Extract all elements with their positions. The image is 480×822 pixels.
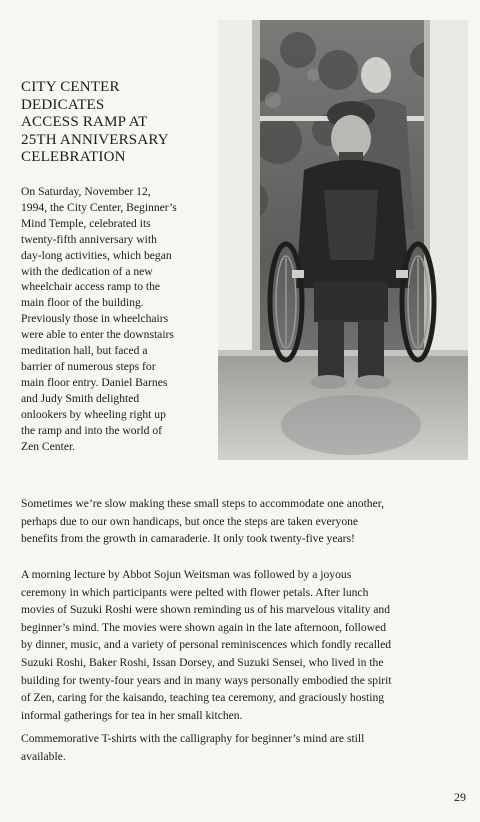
text-line: benefits from the growth in camaraderie. It only took twenty-five years!	[21, 532, 355, 546]
text-line: by dinner, music, and a variety of personal reminiscences which fondly recalled	[21, 638, 392, 652]
headline-line: 25TH ANNIVERSARY	[21, 131, 169, 148]
body-paragraph	[21, 495, 461, 548]
wheelchair-ramp-photo	[218, 20, 468, 460]
text-line: perhaps due to our own handicaps, but once the steps are taken everyone	[21, 514, 359, 528]
photo-illustration	[218, 20, 468, 460]
text-line: and Judy Smith delighted	[21, 391, 140, 405]
headline-line: ACCESS RAMP AT	[21, 114, 148, 130]
text-line: building for twenty-four years and in many ways personally embodied the spirit	[21, 673, 392, 687]
text-line: available.	[21, 749, 66, 763]
headline-line: CITY CENTER	[21, 79, 120, 95]
intro-paragraph	[21, 184, 215, 454]
text-line: informal gatherings for tea in her small kitchen.	[21, 708, 243, 722]
text-line: Previously those in wheelchairs	[21, 312, 169, 326]
text-line: On Saturday, November 12,	[21, 185, 151, 198]
body-paragraph	[21, 566, 461, 724]
text-line: A morning lecture by Abbot Sojun Weitsman was followed by a joyous	[21, 568, 352, 581]
text-line: Commemorative T-shirts with the calligraphy for beginner’s mind are still	[21, 732, 365, 745]
text-line: of Zen, caring for the kaisando, teaching tea ceremony, and graciously hosting	[21, 691, 385, 705]
text-line: were able to enter the downstairs	[21, 328, 174, 342]
text-line: Mind Temple, celebrated its	[21, 216, 151, 230]
headline-line: CELEBRATION	[21, 149, 126, 165]
text-line: ceremony in which participants were pelted with flower petals. After lunch	[21, 585, 369, 599]
text-line: Zen Center.	[21, 439, 76, 453]
text-line: day-long activities, which began	[21, 248, 172, 262]
text-line: with the dedication of a new	[21, 264, 153, 278]
text-line: beginner’s mind. The movies were shown again in the late afternoon, followed	[21, 620, 386, 634]
text-line: the ramp and into the world of	[21, 423, 163, 437]
text-line: main floor of the building.	[21, 296, 144, 310]
text-line: barrier of numerous steps for	[21, 359, 156, 373]
text-line: Suzuki Roshi, Baker Roshi, Issan Dorsey, and Suzuki Sensei, who lived in the	[21, 655, 384, 669]
headline-line: DEDICATES	[21, 96, 105, 113]
text-line: main floor entry. Daniel Barnes	[21, 375, 168, 389]
text-line: meditation hall, but faced a	[21, 344, 148, 358]
text-line: onlookers by wheeling right up	[21, 407, 166, 421]
page-number: 29	[454, 790, 466, 804]
text-line: 1994, the City Center, Beginner’s	[21, 200, 177, 214]
article-headline	[21, 79, 211, 167]
text-line: movies of Suzuki Roshi were shown reminding us of his marvelous vitality and	[21, 603, 391, 617]
body-paragraph	[21, 730, 461, 765]
text-line: Sometimes we’re slow making these small steps to accommodate one another,	[21, 497, 385, 510]
text-line: twenty-fifth anniversary with	[21, 232, 157, 246]
text-line: wheelchair access ramp to the	[21, 280, 161, 294]
